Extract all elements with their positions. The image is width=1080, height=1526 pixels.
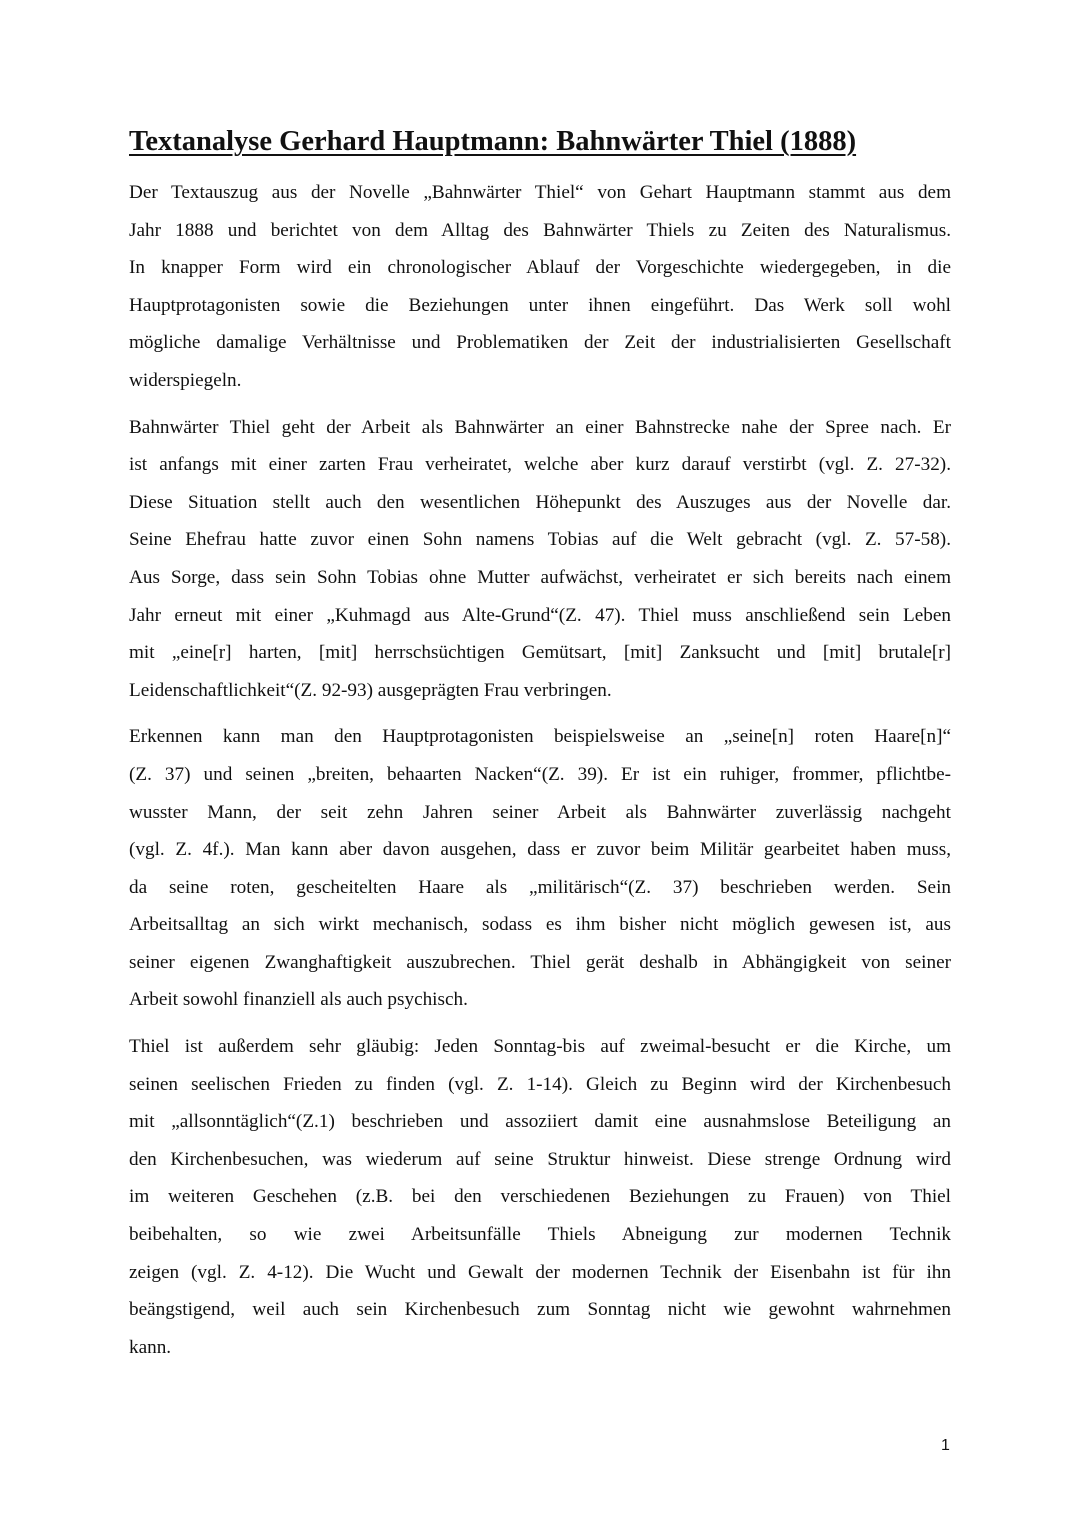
- text-line: (Z. 37) und seinen „breiten, behaarten Nacken“(Z. 39). Er ist ein ruhiger, frommer, pflichtbe-: [129, 763, 951, 785]
- text-line: Arbeit sowohl finanziell als auch psychisch.: [129, 989, 468, 1011]
- text-line: (vgl. Z. 4f.). Man kann aber davon ausgehen, dass er zuvor beim Militär gearbeitet haben muss,: [129, 839, 951, 861]
- text-line: Jahr erneut mit einer „Kuhmagd aus Alte-Grund“(Z. 47). Thiel muss anschließend sein Leben: [129, 604, 951, 626]
- text-line: Leidenschaftlichkeit“(Z. 92-93) ausgeprägten Frau verbringen.: [129, 679, 612, 701]
- text-line: Arbeitsalltag an sich wirkt mechanisch, sodass es ihm bisher nicht möglich gewesen ist, aus: [129, 914, 951, 936]
- text-line: den Kirchenbesuchen, was wiederum auf seine Struktur hinweist. Diese strenge Ordnung wird: [129, 1148, 951, 1170]
- text-line: seiner eigenen Zwanghaftigkeit auszubrechen. Thiel gerät deshalb in Abhängigkeit von seiner: [129, 951, 951, 973]
- text-line: Aus Sorge, dass sein Sohn Tobias ohne Mutter aufwächst, verheiratet er sich bereits nach einem: [129, 566, 951, 588]
- page-number: 1: [941, 1437, 950, 1454]
- text-line: im weiteren Geschehen (z.B. bei den verschiedenen Beziehungen zu Frauen) von Thiel: [129, 1186, 951, 1208]
- paragraph: [129, 409, 951, 710]
- text-line: Hauptprotagonisten sowie die Beziehungen unter ihnen eingeführt. Das Werk soll wohl: [129, 294, 951, 316]
- text-line: Seine Ehefrau hatte zuvor einen Sohn namens Tobias auf die Welt gebracht (vgl. Z. 57-58).: [129, 529, 951, 551]
- text-line: beängstigend, weil auch sein Kirchenbesuch zum Sonntag nicht wie gewohnt wahrnehmen: [129, 1299, 951, 1321]
- text-line: beibehalten, so wie zwei Arbeitsunfälle Thiels Abneigung zur modernen Technik: [129, 1224, 951, 1246]
- text-line: mit „allsonntäglich“(Z.1) beschrieben und assoziiert damit eine ausnahmslose Beteiligung an: [129, 1111, 951, 1133]
- text-line: ist anfangs mit einer zarten Frau verheiratet, welche aber kurz darauf verstirbt (vgl. Z. 27-32).: [129, 454, 951, 476]
- text-line: Jahr 1888 und berichtet von dem Alltag des Bahnwärter Thiels zu Zeiten des Naturalismus.: [129, 219, 951, 241]
- text-line: Der Textauszug aus der Novelle „Bahnwärter Thiel“ von Gehart Hauptmann stammt aus dem: [129, 182, 951, 203]
- paragraph: [129, 718, 951, 1019]
- text-line: mit „eine[r] harten, [mit] herrschsüchtigen Gemütsart, [mit] Zanksucht und [mit] brutale[r]: [129, 642, 951, 664]
- text-line: Thiel ist außerdem sehr gläubig: Jeden Sonntag-bis auf zweimal-besucht er die Kirche, um: [129, 1036, 951, 1058]
- text-line: In knapper Form wird ein chronologischer Ablauf der Vorgeschichte wiedergegeben, in die: [129, 257, 951, 279]
- text-line: seinen seelischen Frieden zu finden (vgl. Z. 1-14). Gleich zu Beginn wird der Kirchenbesuch: [129, 1073, 951, 1095]
- document-body: [129, 174, 951, 1375]
- text-line: Bahnwärter Thiel geht der Arbeit als Bahnwärter an einer Bahnstrecke nahe der Spree nach. Er: [129, 416, 951, 438]
- paragraph: [129, 174, 951, 400]
- text-line: kann.: [129, 1336, 172, 1358]
- paragraph: [129, 1028, 951, 1366]
- text-line: wusster Mann, der seit zehn Jahren seiner Arbeit als Bahnwärter zuverlässig nachgeht: [129, 801, 951, 823]
- text-line: mögliche damalige Verhältnisse und Problematiken der Zeit der industrialisierten Gesellschaft: [129, 332, 951, 354]
- text-line: widerspiegeln.: [129, 369, 242, 391]
- text-line: da seine roten, gescheitelten Haare als „militärisch“(Z. 37) beschrieben werden. Sein: [129, 876, 951, 898]
- document-title: Textanalyse Gerhard Hauptmann: Bahnwärter Thiel (1888): [129, 126, 857, 157]
- text-line: zeigen (vgl. Z. 4-12). Die Wucht und Gewalt der modernen Technik der Eisenbahn ist für ihn: [129, 1261, 951, 1283]
- text-line: Diese Situation stellt auch den wesentlichen Höhepunkt des Auszuges aus der Novelle dar.: [129, 491, 951, 513]
- text-line: Erkennen kann man den Hauptprotagonisten beispielsweise an „seine[n] roten Haare[n]“: [129, 726, 951, 748]
